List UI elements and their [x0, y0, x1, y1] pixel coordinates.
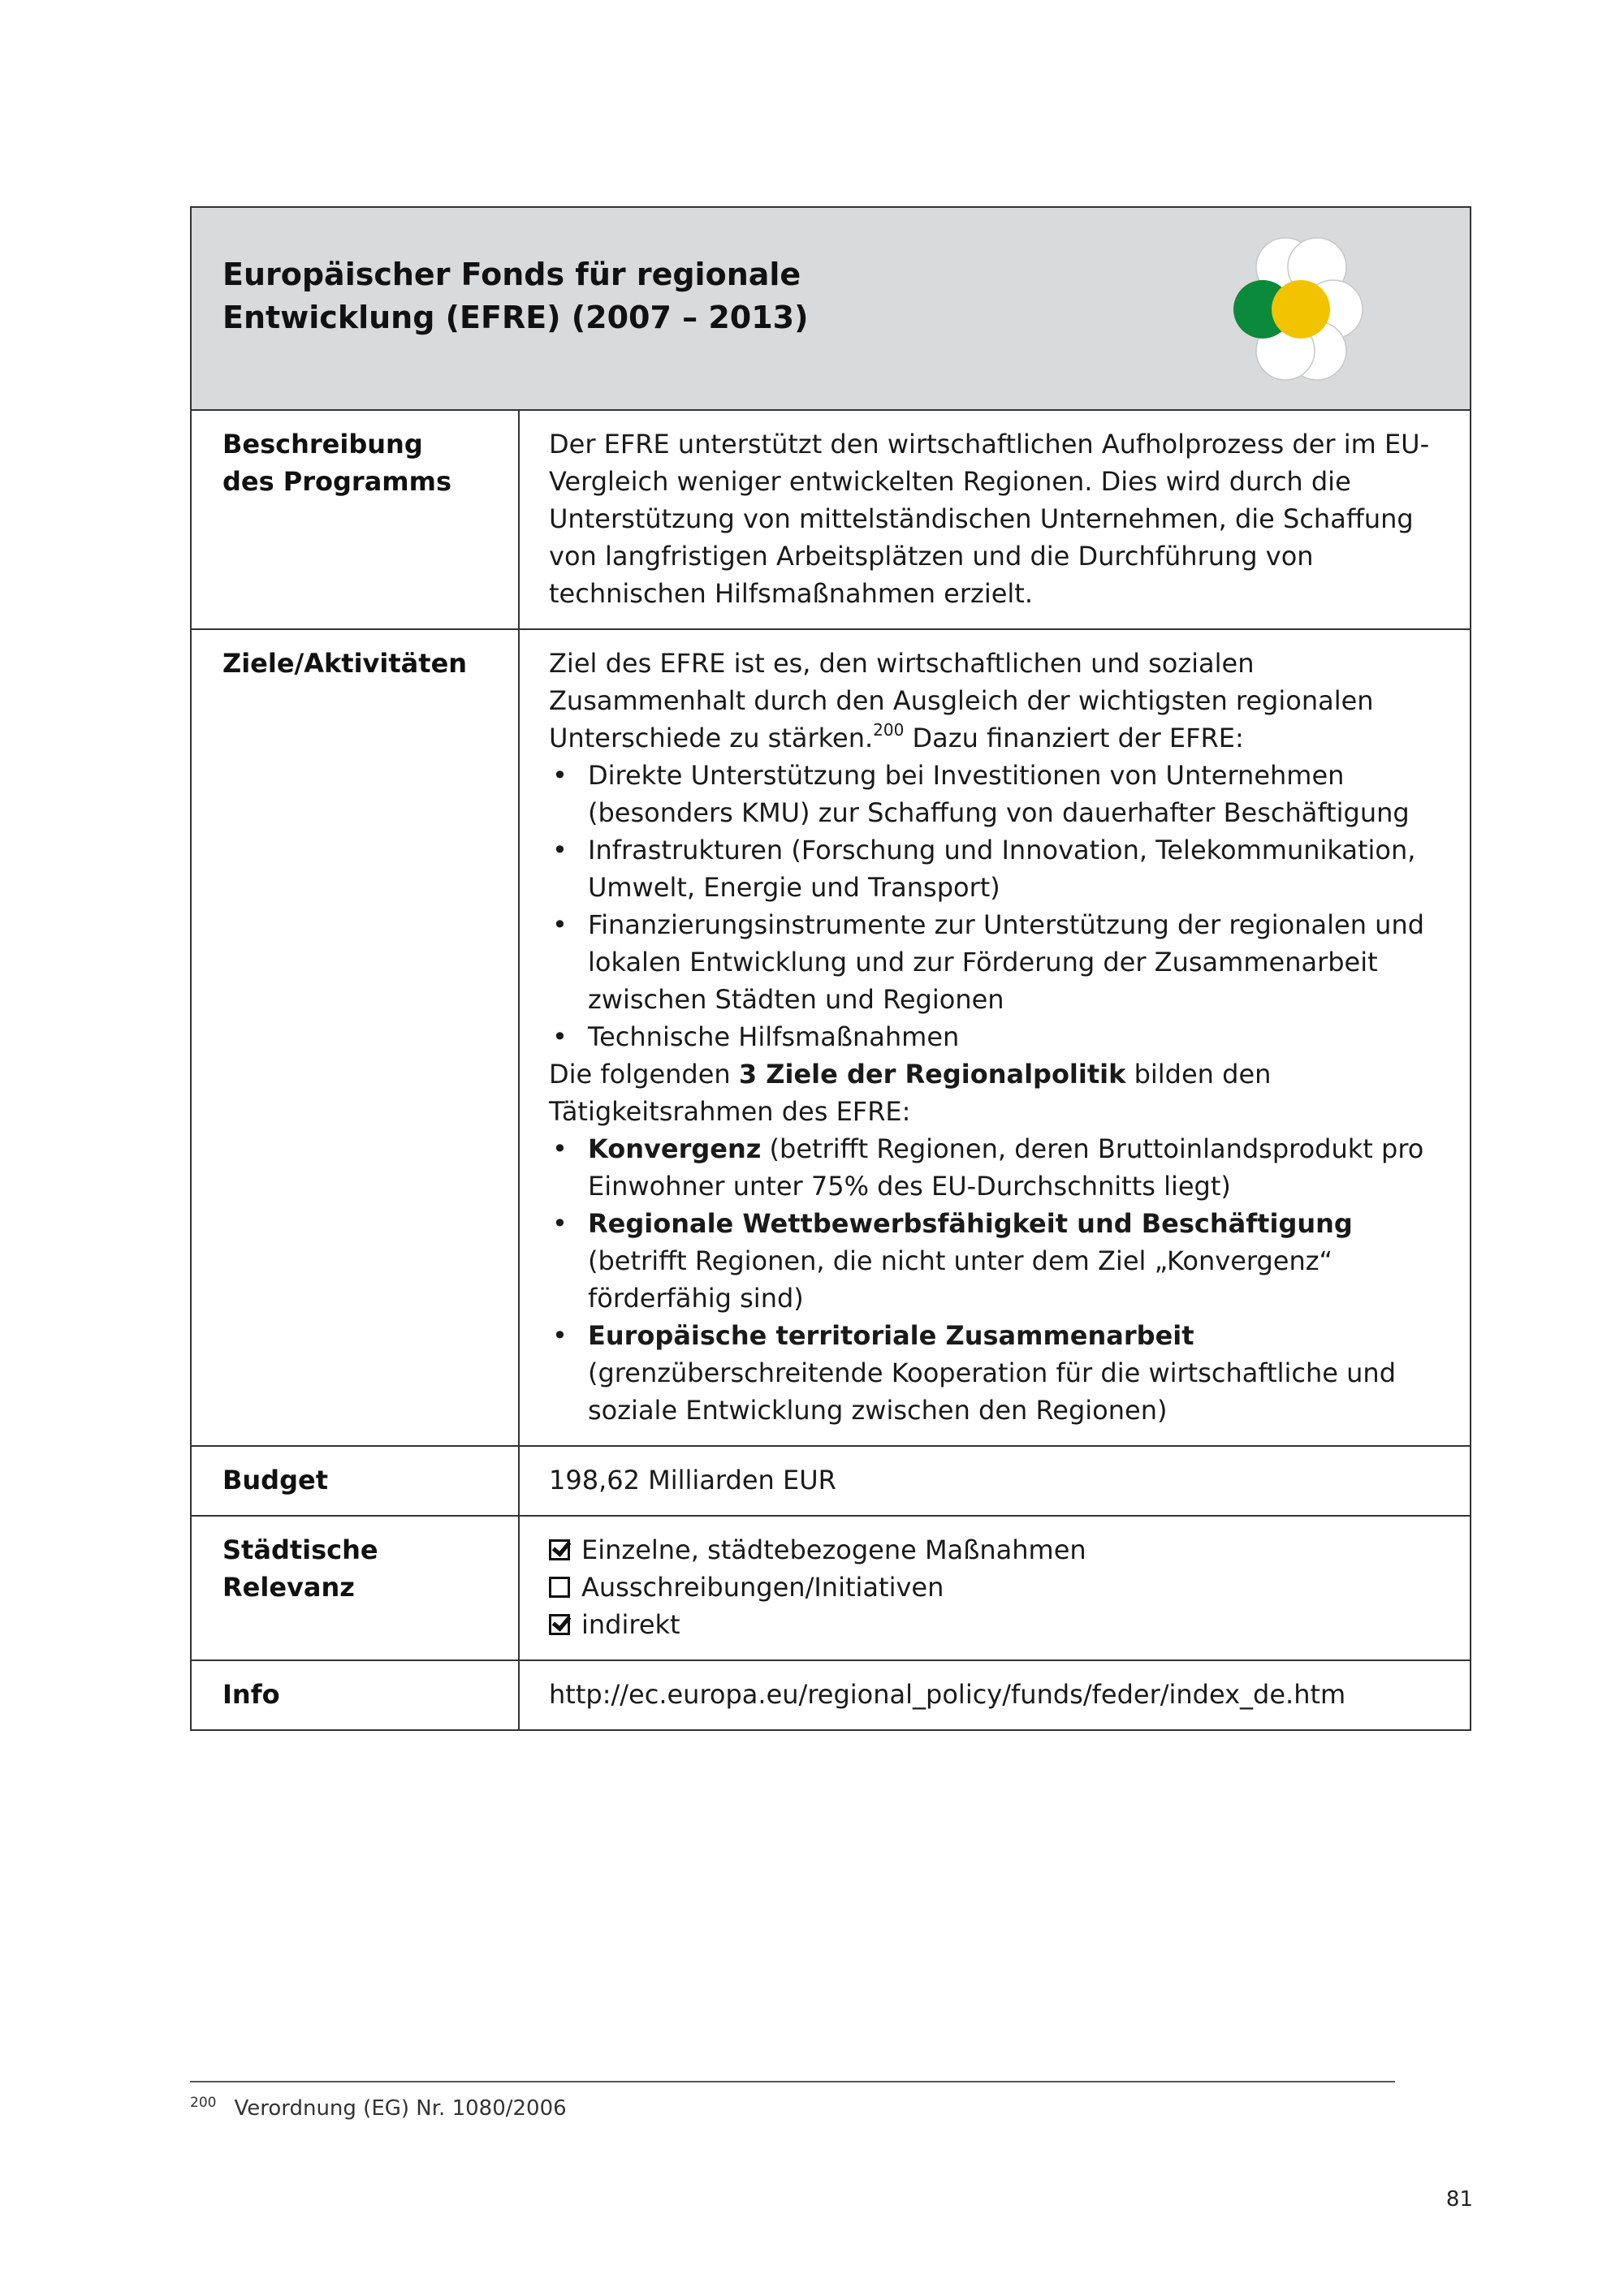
para2-text: Die folgenden [549, 1059, 739, 1090]
info-link[interactable]: http://ec.europa.eu/regional_policy/funds/feder/index_de.htm [549, 1679, 1346, 1710]
beschreibung-text: Der EFRE unterstützt den wirtschaftlichen Aufholprozess der im EU-Vergleich weniger entwickelten Regionen. Dies wird durch die Unterstützung von mittelständischen Unternehmen, die Schaffung von langfristigen Arbeitsplätzen und die Durchführung von technischen Hilfsmaßnahmen erzielt. [549, 429, 1430, 609]
para2-bold: 3 Ziele der Regionalpolitik [738, 1059, 1126, 1090]
ziele-para-2 [549, 1055, 1450, 1130]
footnote [190, 2095, 567, 2121]
row-info [192, 1661, 1470, 1729]
option-label: Ausschreibungen/Initiativen [581, 1572, 944, 1603]
relevanz-option [549, 1531, 1450, 1569]
row-label-beschreibung [192, 411, 520, 628]
title-line-1: Europäischer Fonds für regionale [222, 257, 801, 292]
list-item [549, 1130, 1450, 1205]
para2-text-2: bilden den Tätigkeitsrahmen des EFRE: [549, 1059, 1272, 1127]
footnote-reference: 200 [873, 720, 905, 740]
ziele-intro-text: Ziel des EFRE ist es, den wirtschaftlichen und sozialen Zusammenhalt durch den Ausgleich der wichtigsten regionalen Unterschiede zu stärken. [549, 648, 1374, 753]
list-item [549, 1317, 1450, 1429]
row-value-beschreibung [520, 411, 1470, 628]
row-relevanz [192, 1517, 1470, 1661]
row-ziele [192, 630, 1470, 1447]
row-label-ziele: Ziele/Aktivitäten [192, 630, 520, 1445]
goal-text: (betrifft Regionen, die nicht unter dem Ziel „Konvergenz“ förderfähig sind) [588, 1245, 1333, 1314]
page-number: 81 [1445, 2187, 1473, 2212]
flower-logo-icon [1216, 224, 1387, 395]
checked-box-icon [549, 1539, 570, 1560]
row-value-budget: 198,62 Milliarden EUR [549, 1465, 836, 1495]
ziele-intro-text-2: Dazu finanziert der EFRE: [904, 723, 1244, 753]
goal-text: (grenzüberschreitende Kooperation für die wirtschaftliche und soziale Entwicklung zwischen den Regionen) [588, 1357, 1396, 1426]
option-label: Einzelne, städtebezogene Maßnahmen [581, 1534, 1086, 1565]
row-beschreibung [192, 411, 1470, 630]
row-value-info [520, 1661, 1470, 1729]
list-item: • Technische Hilfsmaßnahmen [549, 1018, 1450, 1055]
goal-text: (betrifft Regionen, deren Bruttoinlandsprodukt pro Einwohner unter 75% des EU-Durchschnitts liegt) [588, 1133, 1424, 1202]
footnote-number: 200 [190, 2095, 217, 2111]
logo-center-yellow [1272, 280, 1330, 339]
title-line-2: Entwicklung (EFRE) (2007 – 2013) [222, 300, 809, 335]
goal-title: Konvergenz [588, 1133, 762, 1164]
relevanz-option [549, 1569, 1450, 1606]
footnote-text: Verordnung (EG) Nr. 1080/2006 [234, 2096, 567, 2121]
row-label-info: Info [192, 1661, 520, 1729]
list-item: • Finanzierungsinstrumente zur Unterstützung der regionalen und lokalen Entwicklung und zur Förderung der Zusammenarbeit zwischen Städten und Regionen [549, 906, 1450, 1018]
goals-list [549, 1130, 1450, 1429]
relevanz-option [549, 1606, 1450, 1643]
label-line-1: Beschreibung [222, 429, 423, 460]
row-value-ziele [520, 630, 1470, 1445]
row-label-budget: Budget [192, 1447, 520, 1515]
checked-box-icon [549, 1614, 570, 1635]
goal-title: Regionale Wettbewerbsfähigkeit und Beschäftigung [588, 1208, 1353, 1239]
list-item: • Direkte Unterstützung bei Investitionen von Unternehmen (besonders KMU) zur Schaffung von dauerhafter Beschäftigung [549, 757, 1450, 831]
footnote-divider [190, 2081, 1395, 2082]
goal-title: Europäische territoriale Zusammenarbeit [588, 1320, 1194, 1351]
ziele-intro [549, 645, 1450, 757]
card-header [192, 208, 1470, 411]
activities-list [549, 757, 1450, 1055]
list-item [549, 1205, 1450, 1317]
checkbox-icon [549, 1577, 570, 1598]
row-label-relevanz: Städtische Relevanz [192, 1517, 520, 1659]
row-budget [192, 1447, 1470, 1517]
label-line-2: des Programms [222, 466, 452, 497]
option-label: indirekt [581, 1609, 680, 1640]
row-value-relevanz [520, 1517, 1470, 1659]
list-item: • Infrastrukturen (Forschung und Innovation, Telekommunikation, Umwelt, Energie und Transport) [549, 831, 1450, 906]
program-card [190, 206, 1471, 1731]
program-title [222, 253, 808, 339]
